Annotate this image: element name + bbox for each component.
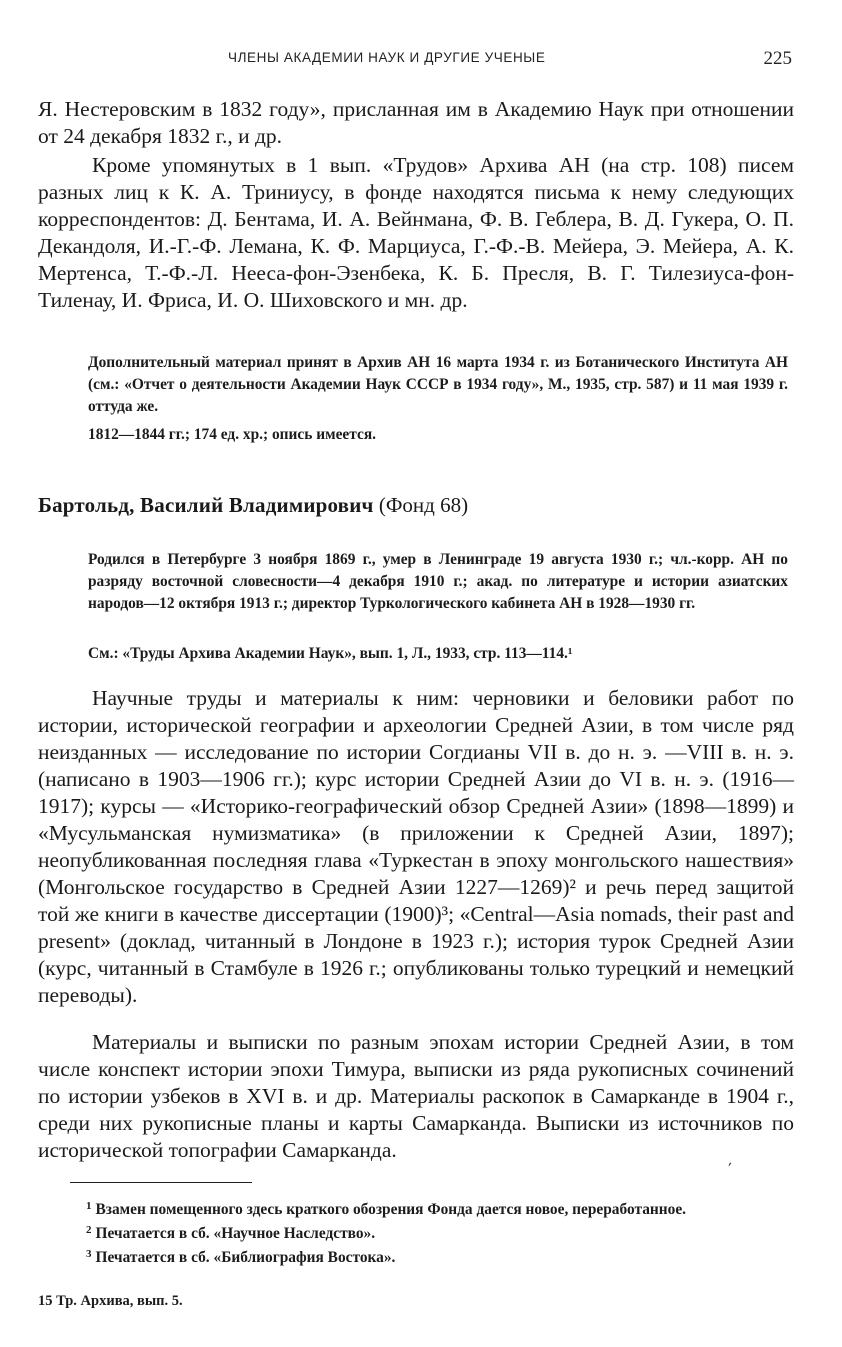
entry-fond-number: (Фонд 68): [378, 493, 469, 517]
footnotes: [38, 1196, 784, 1268]
footnote-text: Печатается в сб. «Научное Наследство».: [95, 1225, 376, 1242]
footnote-2: [38, 1220, 784, 1244]
entry-paragraph-1: Научные труды и материалы к ним: черновики и беловики работ по истории, исторической географии и археологии Средней Азии, в том числе ряд неизданных — исследование по истории Согдианы VII в. до н. э. —VIII в. н. э. (написано в 1903—1906 гг.); курс истории Средней Азии до VI в. н. э. (1916—1917); курсы — «Историко-географический обзор Средней Азии» (1898—1899) и «Мусульманская нумизматика» (в приложении к Средней Азии, 1897); неопубликованная последняя глава «Туркестан в эпоху монгольского нашествия» (Монгольское государство в Средней Азии 1227—1269)² и речь перед защитой той же книги в качестве диссертации (1900)³; «Central—Asia nomads, their past and present» (доклад, читанный в Лондоне в 1923 г.); история турок Средней Азии (курс, читанный в Стамбуле в 1926 г.; опубликованы только турецкий и немецкий переводы).: [38, 686, 794, 1007]
footnote-divider: [70, 1182, 252, 1183]
continuation-paragraph-2-block: [38, 152, 794, 314]
reference-block: [88, 643, 788, 665]
entry-biography: Родился в Петербурге 3 ноября 1869 г., умер в Ленинграде 19 августа 1930 г.; чл.-корр. АН по разряду восточной словесности—4 декабря 1910 г.; акад. по литературе и истории азиатских народов—12 октября 1913 г.; директор Туркологического кабинета АН в 1928—1930 гг.: [88, 551, 788, 612]
continuation-paragraph-1: Я. Нестеровским в 1832 году», присланная им в Академию Наук при отношении от 24 декабря 1832 г., и др.: [38, 97, 794, 148]
printer-signature: 15 Тр. Архива, вып. 5.: [38, 1293, 183, 1309]
biography-block: [88, 549, 788, 615]
continuation-paragraph-1-block: [38, 96, 794, 150]
acquisition-note-block: [88, 352, 788, 418]
footnote-mark: 1: [86, 1200, 92, 1212]
entry-name: Бартольд, Василий Владимирович: [38, 493, 374, 517]
footnote-text: Печатается в сб. «Библиография Востока».: [95, 1249, 396, 1266]
continuation-paragraph-2: Кроме упомянутых в 1 вып. «Трудов» Архива АН (на стр. 108) писем разных лиц к К. А. Триниусу, в фонде находятся письма к нему следующих корреспондентов: Д. Бентама, И. А. Вейнмана, Ф. В. Геблера, В. Д. Гукера, О. П. Декандоля, И.-Г.-Ф. Лемана, К. Ф. Марциуса, Г.-Ф.-В. Мейера, Э. Мейера, А. К. Мертенса, Т.-Ф.-Л. Нееса-фон-Эзенбека, К. Б. Пресля, В. Г. Тилезиуса-фон-Тиленау, И. Фриса, И. О. Шиховского и мн. др.: [38, 153, 794, 312]
stray-mark: ′: [724, 1159, 733, 1178]
entry-reference: См.: «Труды Архива Академии Наук», вып. 1, Л., 1933, стр. 113—114.¹: [88, 645, 573, 662]
running-head: ЧЛЕНЫ АКАДЕМИИ НАУК И ДРУГИЕ УЧЕНЫЕ: [228, 50, 546, 65]
footnote-3: [38, 1244, 784, 1268]
page-header: [38, 48, 798, 72]
footnote-1: [38, 1196, 784, 1220]
holdings-note-block: [88, 424, 788, 446]
footnote-mark: 3: [86, 1248, 92, 1260]
holdings-note: 1812—1844 гг.; 174 ед. хр.; опись имеется.: [88, 426, 376, 443]
entry-heading: [38, 491, 468, 519]
entry-paragraph-1-block: [38, 685, 794, 1009]
footnote-text: Взамен помещенного здесь краткого обозрения Фонда дается новое, переработанное.: [95, 1201, 687, 1218]
entry-paragraph-2-block: [38, 1029, 794, 1164]
footnote-mark: 2: [86, 1224, 92, 1236]
entry-paragraph-2: Материалы и выписки по разным эпохам истории Средней Азии, в том числе конспект истории эпохи Тимура, выписки из ряда рукописных сочинений по истории узбеков в XVI в. и др. Материалы раскопок в Самарканде в 1904 г., среди них рукописные планы и карты Самарканда. Выписки из источников по исторической топографии Самарканда.: [38, 1030, 794, 1162]
page-number: 225: [763, 48, 792, 69]
acquisition-note: Дополнительный материал принят в Архив АН 16 марта 1934 г. из Ботанического Института АН (см.: «Отчет о деятельности Академии Наук СССР в 1934 году», М., 1935, стр. 587) и 11 мая 1939 г. оттуда же.: [88, 354, 788, 415]
